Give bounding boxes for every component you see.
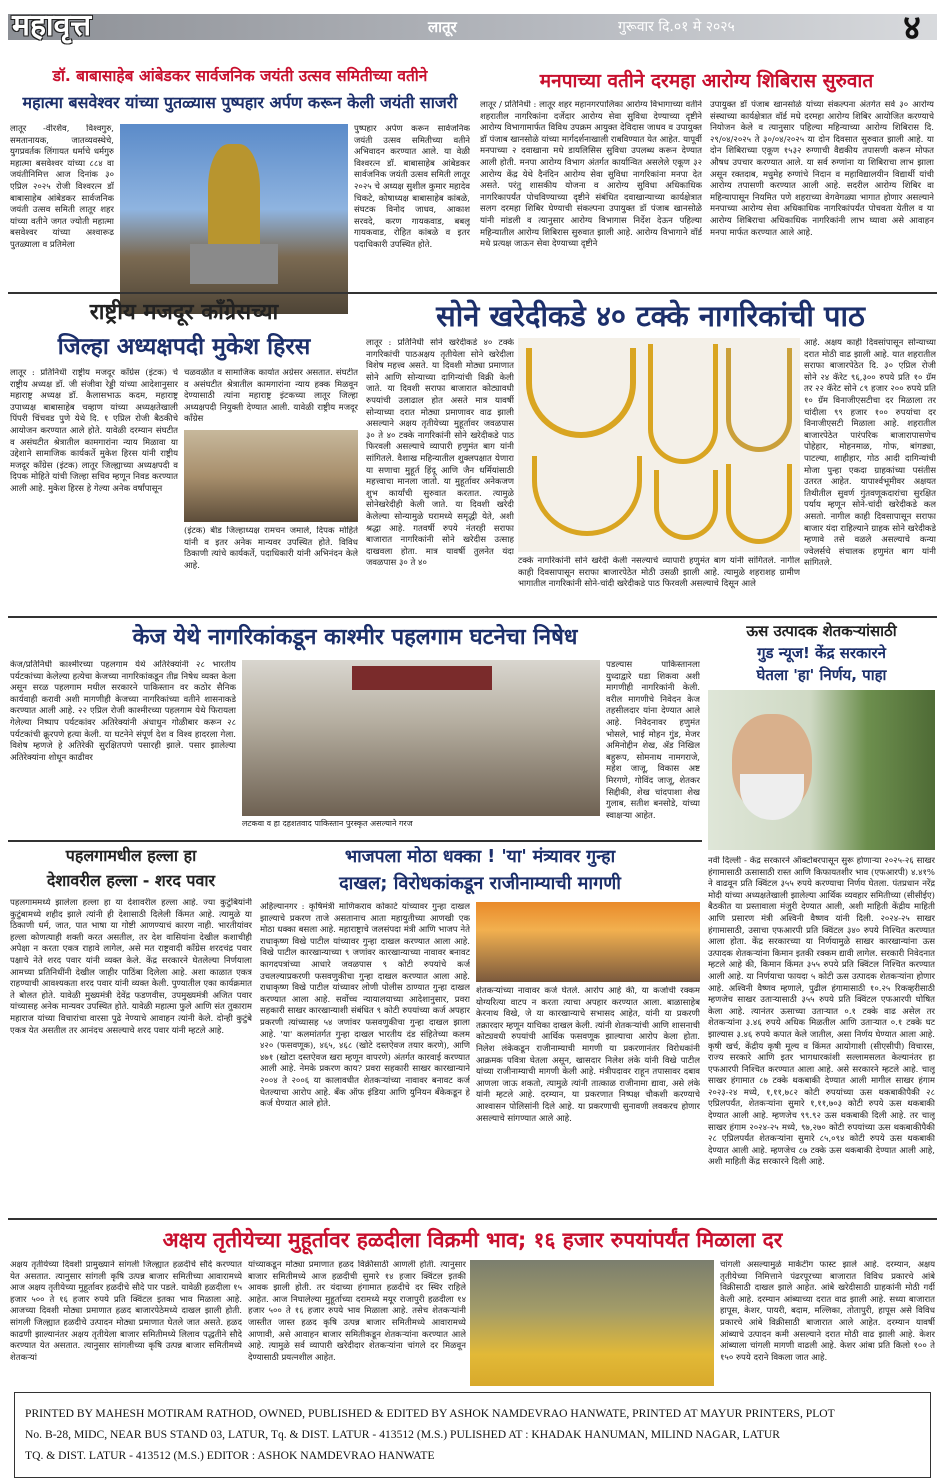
headline-sugar-3: घेतला 'हा' निर्णय, पाहा <box>756 666 887 684</box>
article-turmeric-col2: यांच्याकडून मोठ्या प्रमाणात हळद विक्रीसाठी आणली होती. त्यानुसार बाजार समितीमध्ये आज हळदीची सुमारे १४ हजार क्विंटल इतकी आवक झाली होती. तर यंदाच्या हंगामात हळदीचे दर स्थिर राहिले आहेत. आज निघालेल्या मुहूर्ताच्या दरामध्ये मयूर राजापुरी हळदीला १४ हजार ५०० ते १६ हजार रुपये भाव मिळाला आहे. तसेच शेतकऱ्यांनी जास्तीत जास्त हळद कृषि उत्पन्न बाजार समितीमध्ये आवारामध्ये आणावी, असे आवाहन बाजार समितीकडून शेतकऱ्यांना करण्यात आले आहे. त्यामुळे सर्व व्यापारी खरेदीदार शेतकऱ्यांना चांगले दर मिळवून देण्यासाठी प्रयत्नशील आहेत. <box>248 1260 466 1363</box>
article-health-col1: लातूर / प्रतिनिधी : लातूर शहर महानगरपालिका आरोग्य विभागाच्या वतीने शहरातील नागरिकांना दर्जेदार आरोग्य सेवा सुविधा देण्याच्या दृष्टीने आरोग्य विभागामार्फत विविध उपक्रम आयुक्त देविदास जाधव व उपायुक्त डॉ पंजाब खानसोळे यांच्या मार्गदर्शनाखाली राबविण्यात येत आहेत. यापूर्वी मनपाच्या २ दवाखाना मधे डायलिसिस सुविधा उपलब्ध करून देण्यात आली होती. मनपा आरोग्य विभाग अंतर्गत कार्यान्वित असलेले एकूण ३२ आरोग्य केंद्र येथे दैनंदिन आरोग्य सेवा सुविधा नागरिकांना मनपा देत असते. परंतु शासकीय योजना व आरोग्य सुविधा अधिकाधिक नागरिकापर्यंत पोचविण्याच्या दृष्टीने संबंधित दवाखान्याच्या कार्यक्षेत्रात सलग दरमहा शिबिर घेण्याची संकल्पना उपायुक्त डॉ पंजाब खानसोळे यांनी मांडली व त्यानुसार आरोग्य विभागास निर्देश देऊन पहिल्या महिन्यातील आरोग्य शिबिरास सुरुवात झाली आहे. आरोग्य विभागाने वॉर्ड मधे प्रत्यक्ष जाऊन सेवा देण्याच्या दृष्टीने <box>480 100 702 250</box>
headline-health: मनपाच्या वतीने दरमहा आरोग्य शिबिरास सुरुवात <box>539 70 874 92</box>
masthead-city: लातूर <box>428 18 457 36</box>
photo-modi-beard <box>740 774 804 820</box>
article-bjp-col2: शेतकऱ्यांच्या नावावर कर्ज घेतले. आरोप आहे की, या कर्जाची रक्कम योग्यरित्या वाटप न करता त्याचा अपहार करण्यात आला. बाळासाहेब केरनाथ विखे, जे या कारखान्याचे सभासद आहेत, यांनी या प्रकरणी तक्रारदार म्हणून याचिका दाखल केली. त्यांनी शेतकऱ्यांची आणि शासनाची कोट्यवधी रुपयांची आर्थिक फसवणूक झाल्याचा आरोप केला होता. निलेश लंकेकडून राजीनाम्याची मागणी या प्रकरणानंतर विरोधकांनी आक्रमक पवित्रा घेतला असून, खासदार निलेश लंके यांनी विखे पाटील यांच्या राजीनाम्याची मागणी केली आहे. मंत्रीपदावर राहून तपासावर दबाव आणला जाऊ शकतो, त्यामुळे त्यांनी तात्काळ राजीनामा द्यावा, असे लंके यांनी म्हटले आहे. दरम्यान, या प्रकरणात निष्पक्ष चौकशी करण्याचे आश्वासन पोलिसांनी दिले आहे. या प्रकरणाची सुनावणी लवकरच होणार असल्याचे सांगण्यात आले आहे. <box>476 986 700 1124</box>
headline-ambedkar-1: डॉ. बाबासाहेब आंबेडकर सार्वजनिक जयंती उत्सव समितीच्या वतीने <box>52 67 428 85</box>
article-majdur <box>8 296 360 614</box>
article-bjp-col1: अहिल्यानगर : कृषिमंत्री माणिकराव कोकाटे यांच्यावर गुन्हा दाखल झाल्याचे प्रकरण ताजे असतानाच आता महायुतीच्या आणखी एक मोठा धक्का बसला आहे. महाराष्ट्राचे जलसंपदा मंत्री आणि भाजप नेते राधाकृष्ण विखे पाटील यांच्यावर गुन्हा दाखल करण्यात आला आहे. विखे पाटील कारखान्याच्या ९ जणांवर कारखान्याच्या नावावर बनावट कागदपत्रांच्या आधारे जवळपास ९ कोटी रुपयांचे कर्ज उचलल्याप्रकरणी फसवणुकीचा गुन्हा दाखल करण्यात आला आहे. राधाकृष्ण विखे पाटील यांच्यावर लोणी पोलीस ठाण्यात गुन्हा दाखल करण्यात आला आहे. सर्वोच्च न्यायालयाच्या आदेशानुसार, प्रवरा सहकारी साखर कारखान्याशी संबंधित ९ कोटी रुपयांच्या कर्ज अपहार प्रकरणी त्यांच्यासह ५४ जणांवर फसवणुकीचा गुन्हा दाखल झाला आहे. 'या' कलमांतर्गत गुन्हा दाखल भारतीय दंड संहितेच्या कलम ४२० (फसवणूक), ४६५, ४६८ (खोटे दस्तऐवज तयार करणे), आणि ४७१ (खोटा दस्तऐवज खरा म्हणून वापरणे) अंतर्गत कारवाई करण्यात आली आहे. नेमके प्रकरण काय? प्रवरा सहकारी साखर कारखान्याने २००४ ते २००६ या कालावधीत शेतकऱ्यांच्या नावावर बनावट कर्ज घेतल्याचा आरोप आहे. बँक ऑफ इंडिया आणि युनियन बँकेकडून हे कर्ज घेण्यात आले होते. <box>260 902 470 1110</box>
article-health-col2: उपायुक्त डॉ पंजाब खानसोळे यांच्या संकल्पना अंतर्गत सर्व ३० आरोग्य संस्थाच्या कार्यक्षेत्रात वॉर्ड मधे दरमहा आरोग्य शिबिर आयोजित करण्याचे नियोजन केले व त्यानुसार पहिल्या महिन्याच्या आरोग्य शिबिरास दि. २९/०४/२०२५ ते ३०/०४/२०२५ या दोन दिवसात सुरुवात झाली आहे. या दोन शिबिराच्या एकूण १५३२ रुग्णाची वैद्यकीय तपासणी करून मोफत औषध उपचार करण्यात आले. या सर्व रुग्णांना या शिबिराचा लाभ झाला असून रक्तदाब, मधुमेह रुग्णांचे निदान व महाविद्यालयीन विद्यार्थी यांची आरोग्य तपासणी करण्यात आली आहे. सदरील आरोग्य शिबिर वा महिन्यापासून नियमित पणे शहराच्या वेगवेगळ्या भागात होणार असल्याने मनपाच्या आरोग्य सेवा अधिकाधिक नागरिकांपर्यंत पोचवता येतील व या आरोग्य शिबिराचा अधिकाधिक नागरिकांनी लाभ घ्यावा असे आवाहन मनपा मार्फत करण्यात आले आहे. <box>710 100 934 238</box>
necklace-5 <box>654 470 718 540</box>
necklace-1 <box>526 348 636 438</box>
photo-majdur-felicitation <box>184 430 358 522</box>
article-ambedkar <box>8 62 472 318</box>
statue-figure <box>208 144 260 254</box>
article-ambedkar-col2: पुष्पहार अर्पण करून सार्वजनिक जयंती उत्सव समितीच्या वतीने अभिवादन करण्यात आले. या वेळी विश्वरत्न डॉ. बाबासाहेब आंबेडकर सार्वजनिक जयंती उत्सव समिती लातूर २०२५ चे अध्यक्ष सुशील कुमार महादेव चिकटे, कोषाध्यक्ष बाबासाहेब कांबळे, संघटक विनोद जाधव, आकाश सरवदे, करण गायकवाड, बबलू गायकवाड, रोहित कांबळे व इतर पदाधिकारी उपस्थित होते. <box>354 124 470 250</box>
brand-logo: महावृत्त <box>12 8 92 43</box>
headline-majdur-1: राष्ट्रीय मजदूर काँग्रेसच्या <box>89 300 279 325</box>
article-gold-col2: टक्के नागरिकांनी सोने खरेदी केली नसल्याचे व्यापारी हणुमंत बाग यांनी सांगितले. नागील काही दिवसापासून सराफा बाजारपेठेत मोठी उसळी झाली आहे. त्यामुळे शहराशह ग्रामीण भागातील नागरिकांनी सोने-चांदी खरेदीकडे पाठ फिरवली असल्याचे दिसून आले <box>518 556 800 590</box>
article-health <box>476 62 937 318</box>
headline-bjp-1: भाजपला मोठा धक्का ! 'या' मंत्र्यावर गुन्हा <box>344 847 616 867</box>
caption-kej-photo: लटकवा व हा दहशतवाद पाकिस्तान पुरस्कृत असल्याने गरज <box>242 819 413 828</box>
imprint-line-3: TQ. & DIST. LATUR - 413512 (M.S.) EDITOR : ASHOK NAMDEVRAO HANWATE <box>25 1449 435 1462</box>
photo-gold-jewellery <box>518 338 800 552</box>
article-majdur-col2: चळवळीत व सामाजिक कार्यात अग्रेसर असतात. संघटीत व असंघटीत श्रेत्रातील कामगारांना न्याय हक्क मिळवून देण्यासाठी त्यांना महाराष्ट्र इंटकच्या लातूर जिल्हा अध्यक्षपदी नियुक्ती देण्यात आली. यावेळी राष्ट्रीय मजदूर काँग्रेस <box>184 368 358 425</box>
headline-bjp-2: दाखल; विरोधकांकडून राजीनाम्याची मागणी <box>339 873 621 894</box>
headline-majdur-2: जिल्हा अध्यक्षपदी मुकेश हिरस <box>57 334 311 360</box>
article-kej <box>8 620 702 838</box>
divider-row1 <box>8 292 937 294</box>
article-turmeric-col1: अक्षय तृतीयेच्या दिवशी प्रामुख्याने सांगली जिल्ह्यात हळदीचे सौदे करण्यात येत असतात. त्यानुसार सांगली कृषि उत्पन्न बाजार समितीच्या आवारामध्ये आज अक्षय तृतीयेच्या मुहूर्तावर हळदीचे सौदे पार पडले. यावेळी हळदीला १५ हजार ५०० ते १६ हजार रुपये प्रति क्विंटल इतका भाव मिळाला आहे. आजच्या दिवशी मोठ्या प्रमाणात हळद बाजारपेठेमध्ये दाखल झाली होती. सांगली जिल्ह्यात हळदीचे उत्पादन मोठ्या प्रमाणात घेतले जात असते. हळद काढणी झाल्यानंतर अक्षय तृतीयेला बाजार समितीमध्ये लिलाव पद्धतीने सौदे करण्यात येत असतात. त्यानुसार सांगलीच्या कृषि उत्पन्न बाजार समितीमध्ये शेतकऱ्यां <box>10 1260 242 1363</box>
photo-turmeric-market <box>470 1260 714 1386</box>
headline-pawar-1: पहलगामधील हल्ला हा <box>65 846 197 865</box>
photo-kej-office-sign <box>352 666 492 690</box>
necklace-6 <box>726 464 792 544</box>
necklace-3 <box>726 348 792 452</box>
headline-sugar-2: गुड न्यूज! केंद्र सरकारने <box>757 644 886 662</box>
article-bjp <box>258 844 702 1216</box>
article-turmeric <box>8 1222 937 1388</box>
article-turmeric-col3: चांगली असल्यामुळे मार्केटीग फास्ट झाले आहे. दरम्यान, अक्षय तृतीयेच्या निमित्ताने पंढरपूरच्या बाजारात विविध प्रकारचे आंबे विक्रीसाठी दाखल झाले आहेत. आंबे खरेदीसाठी ग्राहकांनी मोठी गर्दी केली आहे. दरम्यान आंब्याच्या दरात वाढ झाली आहे. सध्या बाजारात हापूस, केशर, पायरी, बदाम, मल्लिका, तोतापुरी, हापूस असे विविध प्रकारचे आंबे विक्रीसाठी बाजारात आले आहेत. दरम्यान यावर्षी आंब्याचे उत्पादन कमी असल्याने दरात मोठी वाढ झाली आहे. केशर आंब्याला चांगली मागणी वाढली आहे. केशर आंबा प्रति किलो १०० ते १५० रुपये दराने विकला जात आहे. <box>720 1260 935 1363</box>
masthead <box>8 4 937 60</box>
article-pawar-col1: पहलगाममध्ये झालेला हल्ला हा या देशावरील हल्ला आहे. ज्या कुटुंबियांनी कुटुंबामध्ये शहीद झाले त्यांनी ही देशासाठी दिलेली किंमत आहे. त्यामुळे या ठिकाणी धर्म, जात, पात भाषा या गोष्टी आणण्याचं कारण नाही. भारतीयांवर हल्ला कोणत्याही शक्ती करत असतील, तर देश वासियांना देखील कशाचीही अपेक्षा न करता एकत्र राहावे लागेल, असे मत राष्ट्रवादी काँग्रेस शरदचंद्र पवार पक्षाचे नेते शरद पवार यांनी व्यक्त केले. केंद्र सरकारने घेतलेल्या निर्णयाला आमच्या प्रतिनिधींनी देखील जाहीर पाठिंबा दिलेला आहे. अशा काळात एकत्र राहण्याची आवश्यकता शरद पवार यांनी व्यक्त केली. पुण्यातील एका कार्यक्रमात ते बोलत होते. यावेळी मुख्यमंत्री देवेंद्र फडणवीस, उपमुख्यमंत्री अजित पवार यांच्यासह अनेक मान्यवर उपस्थित होते. यावेळी महात्मा फुले आणि संत तुकाराम महाराज यांच्या विचारांचा वारसा पुढे नेण्याचे आवाहन त्यांनी केले. दोन्ही कुटुंबे एकत्र येत असतील तर आनंदच असल्याचे शरद पवार यांनी म्हटले आहे. <box>10 898 252 1036</box>
article-gold-col1: लातूर : प्रतिनिधी सोने खरेदीकडे ४० टक्के नागरिकांची पाठअक्षय तृतीयेला सोने खरेदीला विशेष महत्त्व असते. या दिवशी मोठ्या प्रमाणात सोने आणि सोन्याच्या दागिन्यांची विक्री केली जाते. या दिवशी सराफा बाजारात कोट्यावधी रुपयांची उलाढाल होत असते मात्र यावर्षी सोन्याच्या दरात मोठ्या प्रमाणावर वाढ झाली असल्याने अक्षय तृतीयेच्या मुहूर्तावर जवळपास ३० ते ४० टक्के नागरिकांनी सोने खरेदीकडे पाठ फिरवली असल्याचे व्यापारी हणुमंत बाग यांनी सांगितले. वैशाख महिन्यातील शुक्लपक्षात येणारा या सणाचा मुहूर्त हिंदू आणि जैन धर्मियांसाठी महत्त्वाचा मानला जातो. या मुहूर्तावर अनेकजण शुभ कार्यांची सुरुवात करतात. त्यामुळे सोनेखरेदीही केली जाते. या दिवशी खरेदी केलेल्या सोन्यामुळे घरामध्ये समृद्धी येते, अशी श्रद्धा आहे. गतवर्षी रुपये नंतरही सराफा बाजारात नागरिकांनी सोने खरेदीस उत्साह दाखवला होता. मात्र यावर्षी तुलनेत यंदा जवळपास ३० ते ४० <box>366 338 514 569</box>
masthead-date: गुरूवार दि.०१ मे २०२५ <box>618 19 735 35</box>
photo-kej-protest <box>242 660 600 816</box>
headline-turmeric: अक्षय तृतीयेच्या मुहूर्तावर हळदीला विक्रमी भाव; १६ हजार रुपयांपर्यंत मिळाला दर <box>162 1228 783 1252</box>
article-sugar-col1: नवी दिल्ली - केंद्र सरकारने ऑक्टोबरपासून सुरू होणाऱ्या २०२५-२६ साखर हंगामासाठी ऊसासाठी रास्त आणि किफायतशीर भाव (एफआरपी) ४.४१% ने वाढवून प्रति क्विंटल ३५५ रुपये करण्याचा निर्णय घेतला. पंतप्रधान नरेंद्र मोदी यांच्या अध्यक्षतेखाली झालेल्या आर्थिक व्यवहार समितीच्या (सीसीईए) बैठकीत या प्रस्तावाला मंजुरी देण्यात आली, अशी माहिती केंद्रीय माहिती आणि प्रसारण मंत्री अश्विनी वैष्णव यांनी दिली. २०२४-२५ साखर हंगामासाठी, उसाचा एफआरपी प्रति क्विंटल ३४० रुपये निश्चित करण्यात आला होता. केंद्र सरकारच्या या निर्णयामुळे साखर कारखान्यांना ऊस उत्पादक शेतकऱ्यांना किमान इतकी रक्कम द्यावी लागेल. सरकारी निवेदनात म्हटले आहे की, किमान किंमत ३५५ रुपये प्रति क्विंटल निश्चित करण्यात आली आहे. या निर्णयाचा फायदा ५ कोटी ऊस उत्पादक शेतकऱ्यांना होणार आहे. अश्विनी वैष्णव म्हणाले, पुढील हंगामासाठी १०.२५ रिकव्हरीसाठी म्हणजेच साखर उताऱ्यासाठी ३५५ रुपये प्रति क्विंटल एफआरपी घोषित केला आहे. त्यानंतर ऊसाच्या उताऱ्यात ०.१ टक्के वाढ असेल तर शेतकऱ्यांना ३.४६ रुपये अधिक मिळतील आणि उताऱ्यात ०.१ टक्के घट झाल्यास ३.४६ रुपये कपात केले जातील, असा निर्णय घेण्यात आला आहे. कृषी खर्च, केंद्रीय कृषी मूल्य व किंमत आयोगाशी (सीएसीपी) विचारस, राज्य सरकारे आणि इतर भागधारकांशी सल्लामसलत केल्यानंतर हा एफआरपी निश्चित करण्यात आला आहे. असे सरकारने म्हटले आहे. चालू साखर हंगामात ८७ टक्के थकबाकी देण्यात आली मागील साखर हंगाम २०२३-२४ मध्ये, १,११,७८२ कोटी रुपयांच्या ऊस थकबाकीपैकी २८ एप्रिलपर्यंत, शेतकऱ्यांना सुमारे १,११,७०३ कोटी रुपये ऊस थकबाकी देण्यात आली आहे. म्हणजेच ९९.९२ ऊस थकबाकी दिली आहे. तर चालू साखर हंगाम २०२४-२५ मध्ये, ९७,२७० कोटी रुपयांच्या ऊस थकबाकीपैकी २८ एप्रिलपर्यंत शेतकऱ्यांना सुमारे ८५,०९४ कोटी रुपये ऊस थकबाकी देण्यात आली आहे. म्हणजेच ८७ टक्के ऊस थकबाकी देण्यात आली आहे, अशी माहिती केंद्र सरकारने दिली आहे. <box>708 856 935 1168</box>
article-kej-col2: पडल्यास पाकिस्तानला युध्दाद्वारे धडा शिकवा अशी मागणीही नागरिकांनी केली. वरील मागणीचे निवेदन केज तहसीलदार यांना देण्यात आले आहे. निवेदनावर हणुमंत भोसले, भाई मोहन गुंड, मेजर अमिनोद्दीन शेख, ॲड निखिल बहुरूप, सोमनाथ नामगराजे, महेश जाजू, विकास अष्ट मिरगणे, गोविंद जाजू, शेतकर सिद्दीकी, शेख चांदपाशा शेख गुलाब, सतीश बनसोडे, यांच्या स्वाक्षऱ्या आहेत. <box>606 660 700 821</box>
article-sugar <box>706 620 937 1216</box>
headline-gold: सोने खरेदीकडे ४० टक्के नागरिकांची पाठ <box>436 299 865 333</box>
imprint-line-1: PRINTED BY MAHESH MOTIRAM RATHOD, OWNED, PUBLISHED & EDITED BY ASHOK NAMDEVRAO HANWATE, PRINTED AT MAYUR PRINTERS, PLOT <box>25 1407 835 1420</box>
headline-pawar-2: देशावरील हल्ला - शरद पवार <box>46 871 216 890</box>
photo-basaveshwar-statue <box>120 124 348 314</box>
article-kej-col1: केज/प्रतिनिधी काश्मीरच्या पहलगाम येथे अतिरेक्यांनी २८ भारतीय पर्यटकांच्या केलेल्या हत्येचा केजच्या नागरिकांकडून तीव्र निषेध व्यक्त केला असून सरळ पहलगाम मधील सरकारने पाकिस्तान वर कठोर सैनिक कार्यवाही करावी अशी मागणीही केजच्या नागरिकांच्या वतीने शासनाकडे करण्यात आली आहे. २२ एप्रिल रोजी काश्मीरच्या पहलगाम येथे फिरायला गेलेल्या निष्पाप पर्यटकांवर अतिरेक्यांनी अंधाधुन गोळीबार करून २८ पर्यटकांची क्रूरपणे हत्या केली. या घटनेने संपूर्ण देश व विश्व हादरला गेला. विशेष म्हणजे हे अतिरेकी सुरक्षितपणे पसारही झाले. पसार झालेल्या अतिरेक्यांना शोधून काढीवर <box>10 660 236 763</box>
headline-kej: केज येथे नागरिकांकडून काश्मीर पहलगाम घटनेचा निषेध <box>132 625 578 650</box>
headline-ambedkar-2: महात्मा बसवेश्वर यांच्या पुतळ्यास पुष्पहार अर्पण करून केली जयंती साजरी <box>22 93 458 112</box>
headline-sugar-1: ऊस उत्पादक शेतकऱ्यांसाठी <box>746 622 897 640</box>
divider-row3 <box>8 840 702 842</box>
divider-row4 <box>8 1218 937 1220</box>
necklace-4 <box>532 456 642 536</box>
page-number: ४ <box>903 8 921 48</box>
article-pawar <box>8 844 254 1216</box>
article-gold <box>364 296 937 614</box>
photo-modi-sugarcane <box>708 690 935 850</box>
statue-pedestal <box>190 244 278 284</box>
necklace-2 <box>648 344 718 464</box>
article-majdur-col1: लातूर : प्रतिनिधी राष्ट्रीय मजदूर काँग्रेस (इंटक) चे राष्ट्रीय अध्यक्ष डॉ. जी संजीवा रेड्डी यांच्या आदेशानुसार महाराष्ट्र अध्यक्ष डॉ. कैलासभाऊ कदम, महाराष्ट्र उपाध्यक्ष बाबासाहेब चव्हाण यांच्या अध्यक्षतेखाली पिंपरी चिंचवड पुणे येथे दि. १ एप्रिल रोजी बैठकीचे आयोजन करण्यात आले होते. यावेळी दरम्यान संघटीत व असंघटीत श्रेत्रातील कामगारांना न्याय मिळावा या उद्देशाने सामाजिक कार्यकर्ते मुकेश हिरस यांनी राष्ट्रीय मजदूर काँग्रेस (इंटक) लातूर जिल्ह्याच्या अध्यक्षपदी व दिपक मोहिते यांची जिल्हा सचिव म्हणून निवड करण्यात आली आहे. मुकेश हिरस हे गेल्या अनेक वर्षांपासून <box>10 368 178 494</box>
article-ambedkar-col1: लातूर -वीरशैव, विश्वगुरु, समतानायक, जातव्यवस्थेचे, युगप्रवर्तक लिंगायत धर्माचे धर्मगुरु महात्मा बसवेश्वर यांच्या ८८४ वा जयंतीनिमित्त आज दिनांक ३० एप्रिल २०२५ रोजी विश्वरत्न डॉ बाबासाहेब आंबेडकर सार्वजनिक जयंती उत्सव समिती लातूर शहर यांच्या वतीने जगत ज्योती महात्मा बसवेश्वर यांच्या अश्वारूढ पुतळ्याला व प्रतिमेला <box>10 124 114 250</box>
divider-row2 <box>8 616 937 618</box>
article-majdur-col3: (इंटक) बीड जिल्हाध्यक्ष रामचन जमाले, दिपक मोहिते यांनी व इतर अनेक मान्यवर उपस्थित होते. विविध ठिकाणी त्यांचे कार्यकर्ते, पदाधिकारी यांनी अभिनंदन केले आहे. <box>184 526 358 571</box>
photo-bjp-rally <box>476 902 700 982</box>
imprint-footer <box>14 1392 931 1478</box>
imprint-line-2: No. B-28, MIDC, NEAR BUS STAND 03, LATUR, Tq. & DIST. LATUR - 413512 (M.S.) PULISHED AT : KHADAK HANUMAN, MILIND NAGAR, LATUR <box>25 1428 780 1441</box>
article-gold-col3: आहे. अक्षय काही दिवसांपासून सोन्याच्या दरात मोठी वाढ झाली आहे. यात शहरातील सराफा बाजारपेठेत दि. ३० एप्रिल रोजी सोने २४ कॅरेट ९६,३०० रुपये प्रति १० ग्रॅम तर २२ कॅरेट सोने ८९ हजार २०० रुपये प्रति १० ग्रॅम विनाजीएसटीचा दर मिळाला तर चांदीला ९९ हजार १०० रुपयांचा दर विनाजीएसटी मिळाला आहे. शहरातील बाजारपेठेत पारंपरिक बाजारापासणेच पोहेहार, मोहनमाळ, गोफ, बांगड्या, पाटल्या, शाहीहार, गोठ आदी दागिन्यांची मोजा पुन्हा एकदा ग्राहकांच्या पसंतीस उतरत आहेत. यापार्श्वभूमीवर अक्षयत तिथीतील सुवर्ण गुंतवणूकदारांचा सुरक्षित पर्याय म्हणून सोने-चांदी खरेदीकडे कल असतो. नागील काही दिवसापासून सराफा बाजार यंदा राहिल्याने ग्राहक सोने खरेदीकडे म्हणावे तसे वळले असल्याचे कन्या ज्वेलर्सचे संचालक हणुमंत बाग यांनी सांगितले. <box>804 338 936 569</box>
